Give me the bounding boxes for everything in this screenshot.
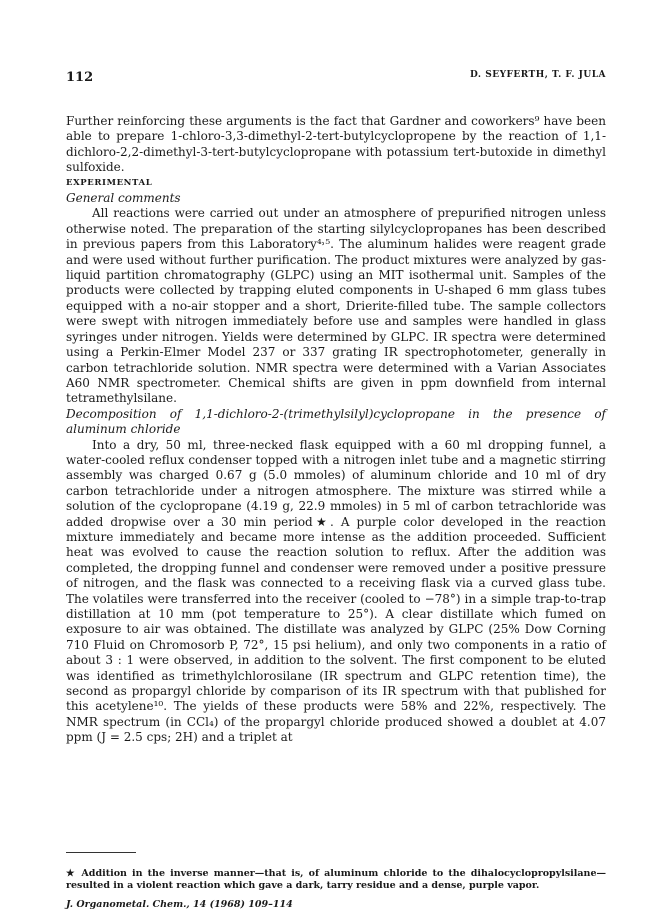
footnote-divider xyxy=(66,852,136,853)
page-header xyxy=(66,70,606,88)
section-heading-experimental: EXPERIMENTAL xyxy=(66,177,153,188)
running-head: D. SEYFERTH, T. F. JULA xyxy=(469,70,606,80)
general-comments-paragraph: All reactions were carried out under an atmosphere of prepurified nitrogen unless otherwise noted. The preparation of the starting silylcyclopropanes has been described in previous papers from this Laboratory⁴˒⁵. The aluminum halides were reagent grade and were used without further purification. The product mixtures were analyzed by gas-liquid partition chromatography (GLPC) using an MIT isothermal unit. Samples of the products were collected by trapping eluted components in U-shaped 6 mm glass tubes equipped with a no-air stopper and a short, Drierite-filled tube. The sample collectors were swept with nitrogen immediately before use and samples were handled in glass syringes under nitrogen. Yields were determined by GLPC. IR spectra were determined using a Perkin-Elmer Model 237 or 337 grating IR spectrophotometer, generally in carbon tetrachloride solution. NMR spectra were determined with a Varian Associates A60 NMR spectrometer. Chemical shifts are given in ppm downfield from internal tetramethylsilane. xyxy=(66,206,606,406)
subsection-title-general: General comments xyxy=(66,191,181,206)
article-body xyxy=(66,114,606,746)
page-number: 112 xyxy=(66,70,94,85)
intro-paragraph: Further reinforcing these arguments is the fact that Gardner and coworkers⁹ have been able to prepare 1-chloro-3,3-dimethyl-2-tert-butylcyclopropene by the reaction of 1,1-dichloro-2,2-dimethyl-3-tert-butylcyclopropane with potassium tert-butoxide in dimethyl sulfoxide. xyxy=(66,114,606,175)
footnote: ★ Addition in the inverse manner—that is, of aluminum chloride to the dihalocyclopropylsilane—resulted in a violent reaction which gave a dark, tarry residue and a dense, purple vapor. xyxy=(66,867,606,891)
decomposition-paragraph: Into a dry, 50 ml, three-necked flask equipped with a 60 ml dropping funnel, a water-cooled reflux condenser topped with a nitrogen inlet tube and a magnetic stirring assembly was charged 0.67 g (5.0 mmoles) of aluminum chloride and 10 ml of dry carbon tetrachloride under a nitrogen atmosphere. The mixture was stirred while a solution of the cyclopropane (4.19 g, 22.9 mmoles) in 5 ml of carbon tetrachloride was added dropwise over a 30 min period★. A purple color developed in the reaction mixture immediately and became more intense as the addition proceeded. Sufficient heat was evolved to cause the reaction solution to reflux. After the addition was completed, the dropping funnel and condenser were removed under a positive pressure of nitrogen, and the flask was connected to a receiving flask via a curved glass tube. The volatiles were transferred into the receiver (cooled to −78°) in a simple trap-to-trap distillation at 10 mm (pot temperature to 25°). A clear distillate which fumed on exposure to air was obtained. The distillate was analyzed by GLPC (25% Dow Corning 710 Fluid on Chromosorb P, 72°, 15 psi helium), and only two components in a ratio of about 3 : 1 were observed, in addition to the solvent. The first component to be eluted was identified as trimethylchlorosilane (IR spectrum and GLPC retention time), the second as propargyl chloride by comparison of its IR spectrum with that published for this acetylene¹⁰. The yields of these products were 58% and 22%, respectively. The NMR spectrum (in CCl₄) of the propargyl chloride produced showed a doublet at 4.07 ppm (J = 2.5 cps; 2H) and a triplet at xyxy=(66,437,606,745)
subsection-title-decomposition: Decomposition of 1,1-dichloro-2-(trimethylsilyl)cyclopropane in the presence of aluminum chloride xyxy=(66,406,606,437)
journal-citation-footer: J. Organometal. Chem., 14 (1968) 109–114 xyxy=(66,898,293,910)
